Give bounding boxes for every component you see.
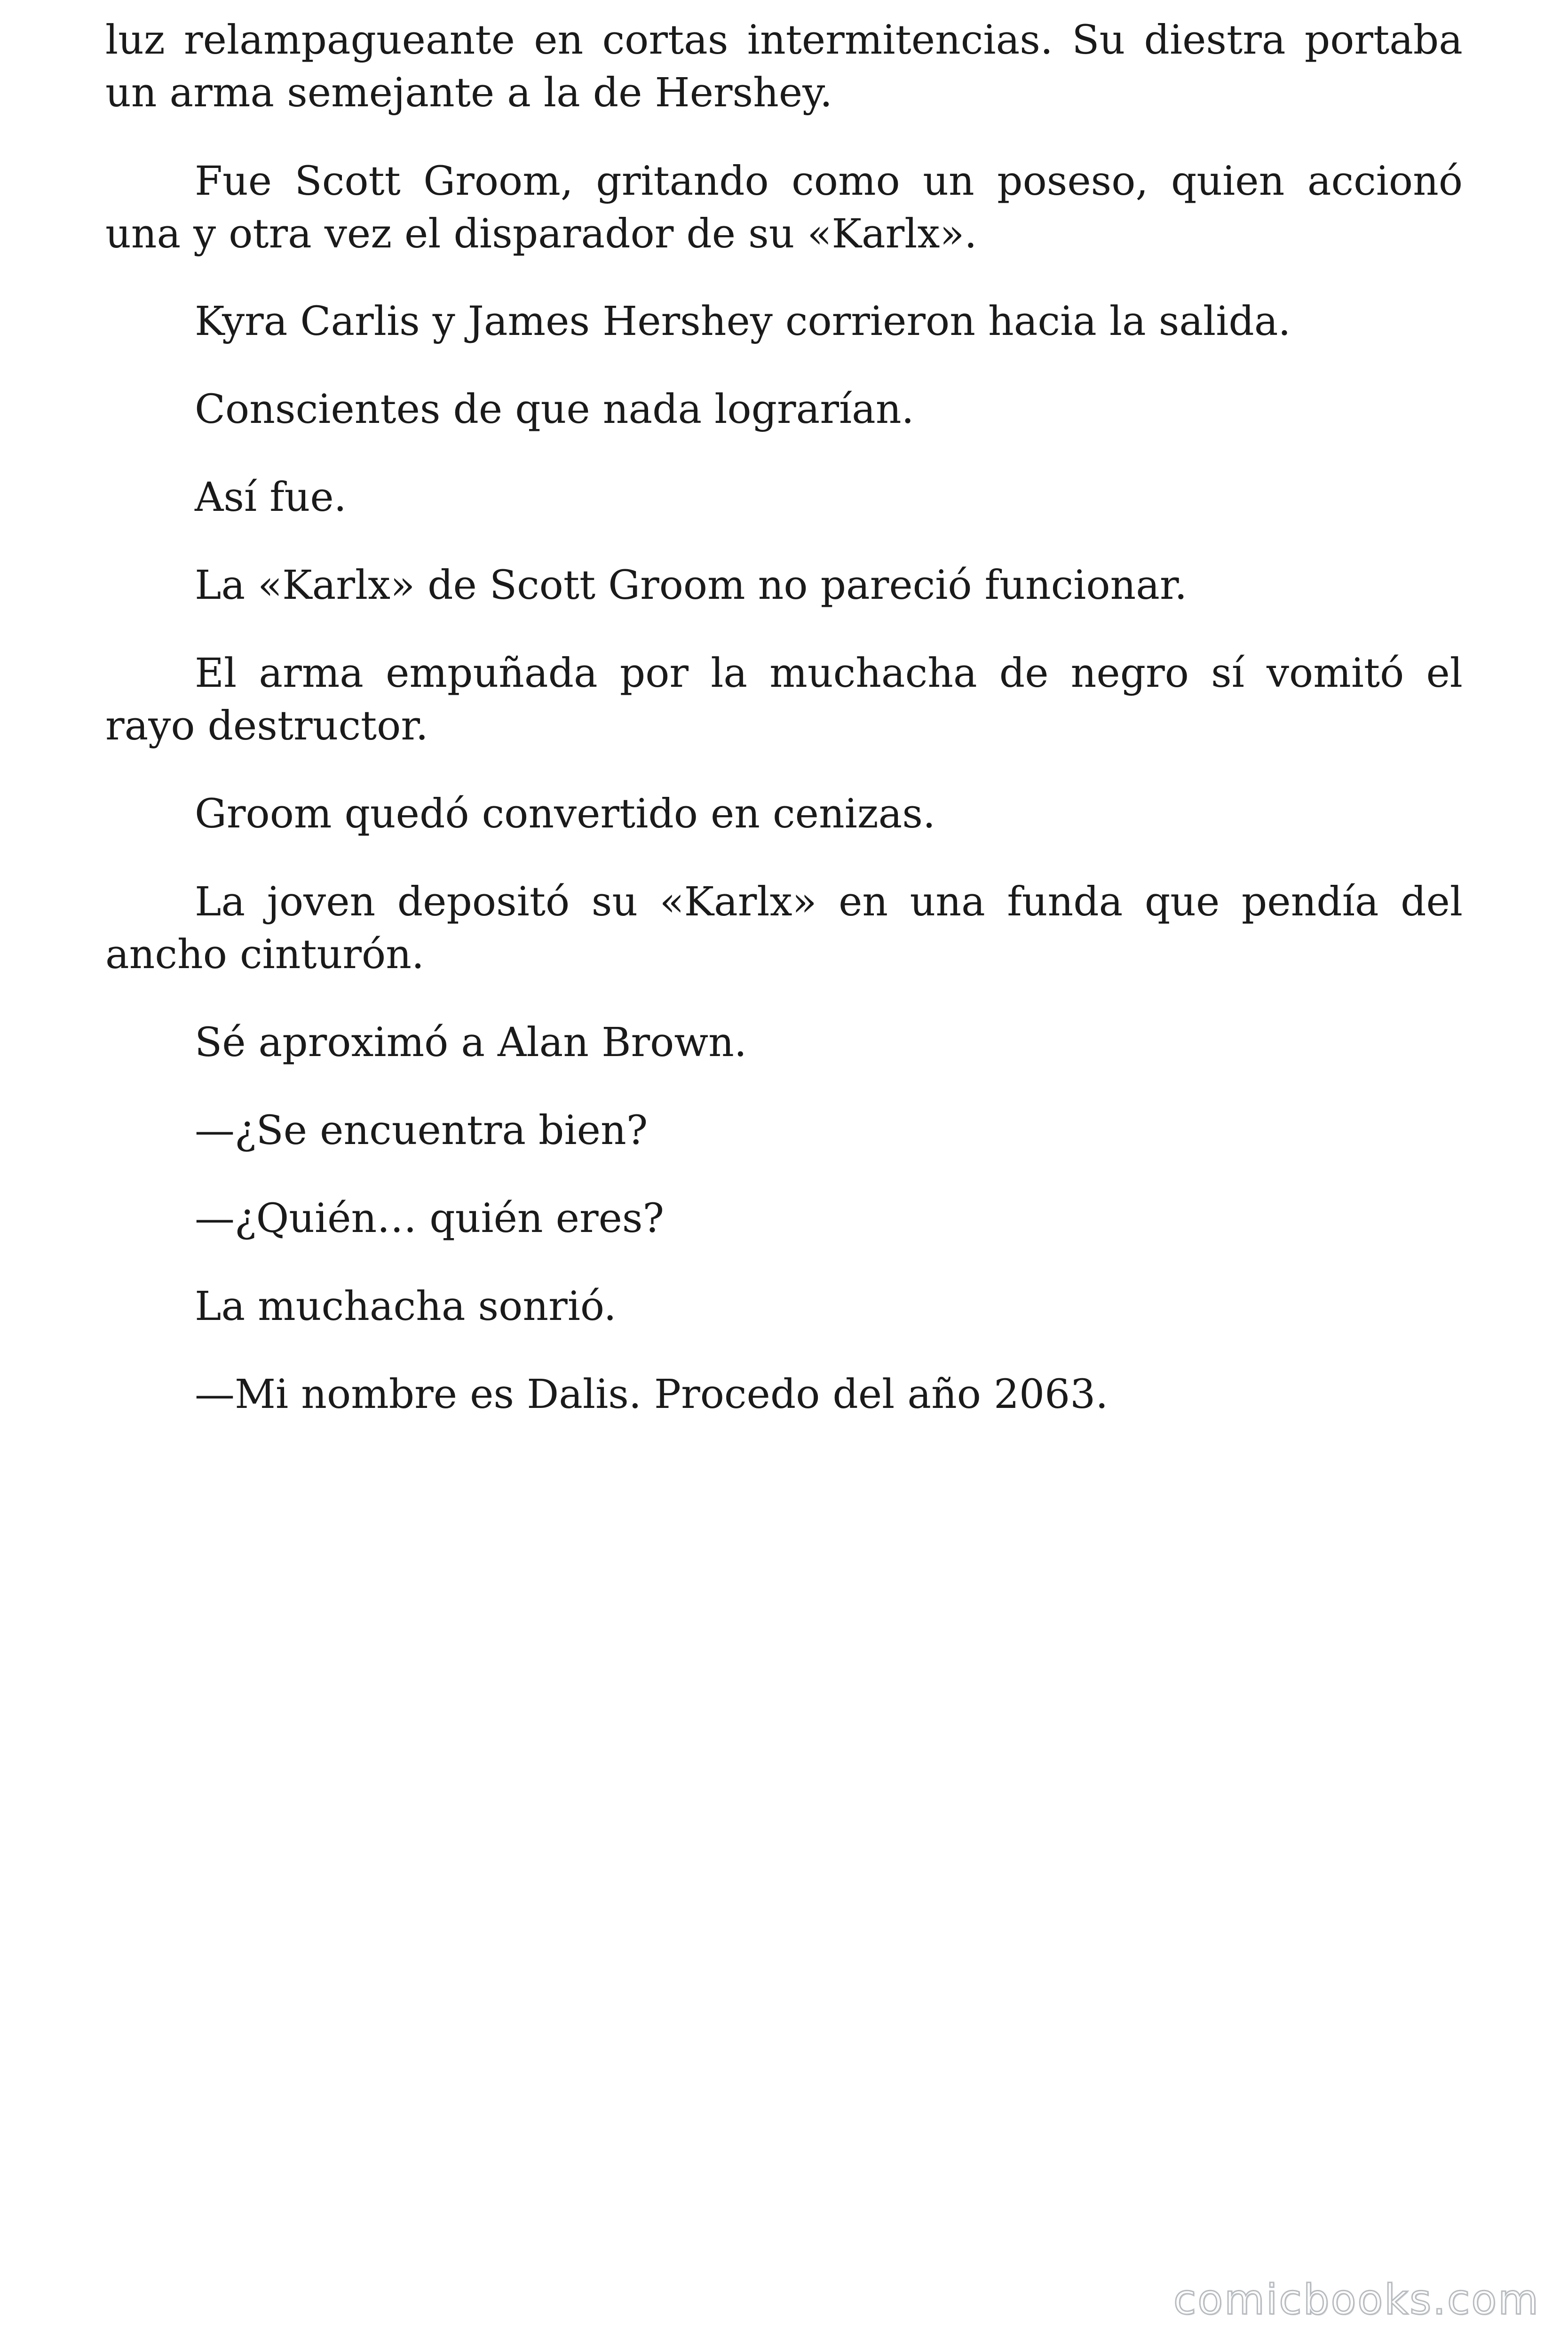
paragraph-1: luz relampagueante en cortas intermitencias. Su diestra portaba un arma semejante a la de Hershey. [105,17,1463,116]
paragraph-13: La muchacha sonrió. [195,1283,617,1330]
watermark: comicbooks.com [1173,2275,1540,2324]
paragraph-14: —Mi nombre es Dalis. Procedo del año 2063. [195,1371,1109,1418]
paragraph-8: Groom quedó convertido en cenizas. [195,791,935,837]
paragraph-12: —¿Quién… quién eres? [195,1195,665,1242]
paragraph-6: La «Karlx» de Scott Groom no pareció funcionar. [195,562,1188,609]
paragraph-7: El arma empuñada por la muchacha de negro sí vomitó el rayo destructor. [105,650,1463,749]
paragraph-9: La joven depositó su «Karlx» en una funda que pendía del ancho cinturón. [105,879,1463,978]
paragraph-10: Sé aproximó a Alan Brown. [195,1019,747,1066]
paragraph-11: —¿Se encuentra bien? [195,1107,648,1154]
paragraph-3: Kyra Carlis y James Hershey corrieron hacia la salida. [195,298,1291,345]
paragraph-2: Fue Scott Groom, gritando como un poseso, quien accionó una y otra vez el disparador de su «Karlx». [105,158,1463,257]
paragraph-4: Conscientes de que nada lograrían. [195,386,914,433]
paragraph-5: Así fue. [195,474,347,521]
